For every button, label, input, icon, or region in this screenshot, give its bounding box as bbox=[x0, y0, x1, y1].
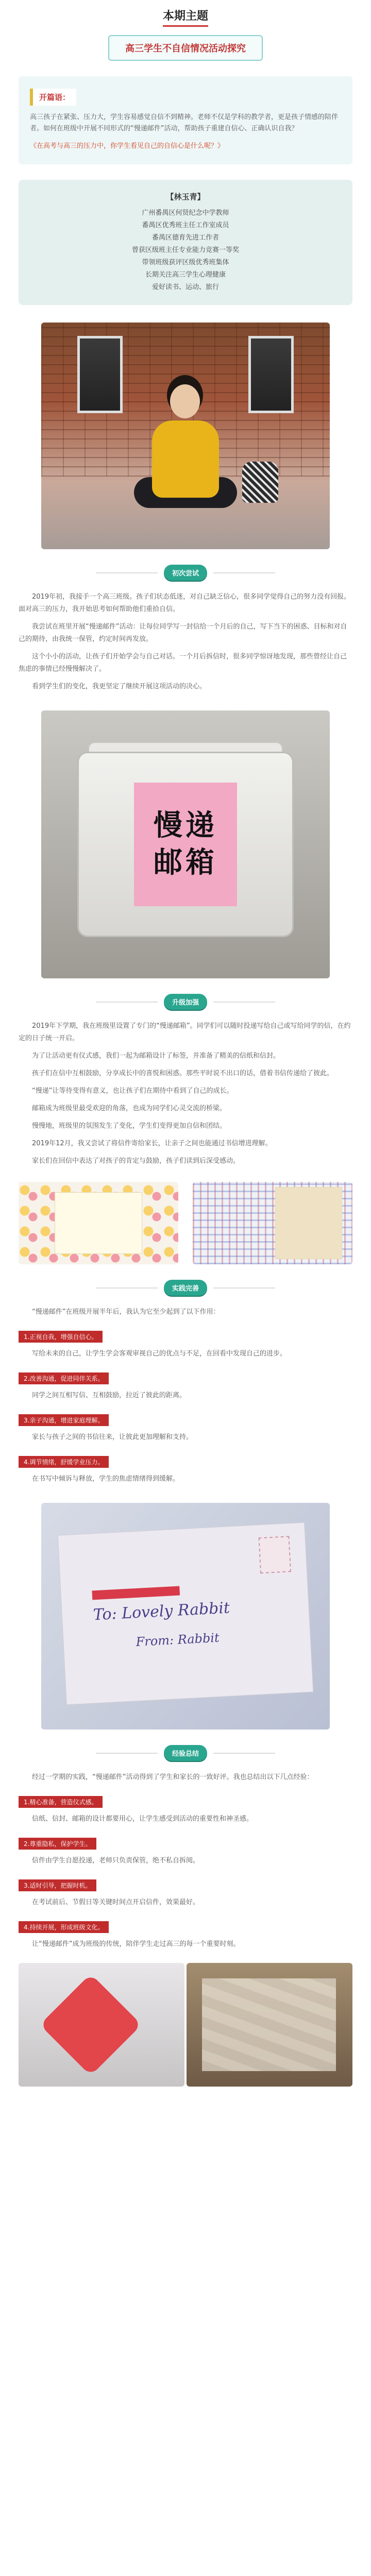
topic-box bbox=[108, 35, 263, 61]
divider bbox=[213, 1002, 275, 1003]
paragraph: 信件由学生自愿投递，老师只负责保管，绝不私自拆阅。 bbox=[32, 1857, 200, 1865]
person-head bbox=[170, 384, 200, 418]
section-label: 经验总结 bbox=[164, 1745, 207, 1761]
highlight-heading: 4.持续开展，形成班级文化。 bbox=[19, 1921, 109, 1933]
backpack bbox=[242, 462, 278, 503]
divider bbox=[213, 572, 275, 573]
kraft-envelope bbox=[275, 1187, 342, 1259]
teacher-line: 广州番禺区何贤纪念中学教师 bbox=[142, 209, 229, 217]
page-title: 本期主题 bbox=[163, 7, 208, 27]
intro-question: 《在高考与高三的压力中，你学生看见自己的自信心是什么呢？》 bbox=[30, 142, 225, 150]
divider bbox=[213, 1287, 275, 1289]
paragraph: 邮箱成为班级里最受欢迎的角落，也成为同学们心灵交流的桥梁。 bbox=[32, 1105, 227, 1112]
notes-photo bbox=[187, 1963, 352, 2087]
mailbox-label bbox=[134, 783, 237, 906]
paragraph: 2019年下学期，我在班级里设置了专门的“慢递邮箱”。同学们可以随时投递写给自己或写给同学的信，在约定的日子统一开启。 bbox=[19, 1022, 351, 1042]
paragraph: 同学之间互相写信、互相鼓励，拉近了彼此的距离。 bbox=[32, 1392, 187, 1399]
teacher-photo bbox=[41, 323, 330, 549]
envelope-card-photo bbox=[193, 1182, 352, 1264]
paragraph: 为了让活动更有仪式感，我们一起为邮箱设计了标签，并准备了精美的信纸和信封。 bbox=[32, 1052, 280, 1060]
heart-shape bbox=[40, 1974, 142, 2076]
paragraph: 家长与孩子之间的书信往来，让彼此更加理解和支持。 bbox=[32, 1433, 193, 1441]
highlight-heading: 1.正视自我，增强自信心。 bbox=[19, 1331, 103, 1343]
paragraph: “慢递邮件”在班级开展半年后，我认为它至少起到了以下作用： bbox=[32, 1308, 220, 1316]
paragraph: 信纸、信封、邮箱的设计都要用心，让学生感受到活动的重要性和神圣感。 bbox=[32, 1815, 254, 1823]
section-label: 升级加强 bbox=[164, 994, 207, 1010]
note-paper bbox=[55, 1192, 142, 1254]
highlight-heading: 1.精心准备，营造仪式感。 bbox=[19, 1796, 103, 1808]
section1-body bbox=[19, 591, 352, 693]
divider bbox=[213, 1753, 275, 1754]
label-line: 慢递 bbox=[154, 809, 217, 842]
divider bbox=[96, 1002, 158, 1003]
mailbox-photo bbox=[41, 710, 330, 978]
window-right bbox=[248, 336, 294, 413]
highlight-heading: 3.亲子沟通，增进家庭理解。 bbox=[19, 1414, 109, 1426]
section-label: 实践完善 bbox=[164, 1280, 207, 1296]
header bbox=[19, 0, 352, 61]
teacher-line: 番禺区优秀班主任工作室成员 bbox=[142, 222, 229, 229]
section-header-3 bbox=[19, 1280, 352, 1296]
bottom-photos bbox=[19, 1963, 352, 2087]
section3-body bbox=[19, 1306, 352, 1485]
heart-letter-photo bbox=[19, 1963, 184, 2087]
paragraph: “慢递”让等待变得有意义，也让孩子们在期待中看到了自己的成长。 bbox=[32, 1087, 233, 1095]
red-label bbox=[92, 1586, 180, 1600]
envelope-from: From: Rabbit bbox=[136, 1630, 220, 1650]
paragraph: 看到学生们的变化，我更坚定了继续开展这项活动的决心。 bbox=[32, 683, 207, 690]
paragraph: 写给未来的自己，让学生学会客观审视自己的优点与不足，在回看中发现自己的进步。 bbox=[32, 1350, 287, 1358]
section-header-4 bbox=[19, 1745, 352, 1761]
paragraph: 孩子们在信中互相鼓励，分享成长中的喜悦和困惑。那些平时说不出口的话，借着书信传递给了彼此。 bbox=[32, 1070, 334, 1077]
paragraph: 让“慢递邮件”成为班级的传统，陪伴学生走过高三的每一个重要时刻。 bbox=[32, 1940, 240, 1948]
divider bbox=[96, 572, 158, 573]
paragraph: 这个小小的活动，让孩子们开始学会与自己对话。一个月后拆信时，很多同学惊讶地发现，那些曾经让自己焦虑的事情已经慢慢解决了。 bbox=[19, 653, 347, 673]
intro-panel bbox=[19, 76, 352, 164]
intro-tag: 开篇语： bbox=[30, 89, 76, 106]
intro-paragraph: 高三孩子在紧张、压力大，学生容易感觉自信不到精神。老师不仅是学科的教学者，更是孩子情感的陪伴者。如何在班级中开展不同形式的“慢递邮件”活动，帮助孩子重建自信心、正确认识自我？ bbox=[30, 113, 339, 132]
divider bbox=[96, 1753, 158, 1754]
divider bbox=[96, 1287, 158, 1289]
highlight-heading: 2.尊重隐私，保护学生。 bbox=[19, 1838, 96, 1850]
teacher-line: 长期关注高三学生心理健康 bbox=[145, 271, 226, 279]
section2-body bbox=[19, 1020, 352, 1167]
label-line: 邮箱 bbox=[154, 846, 217, 879]
paragraph: 2019年初，我接手一个高三班级。孩子们状态低迷，对自己缺乏信心，很多同学觉得自己的努力没有回报。面对高三的压力，我开始思考如何帮助他们重拾自信。 bbox=[19, 593, 351, 613]
paragraph: 家长们在回信中表达了对孩子的肯定与鼓励，孩子们读到后深受感动。 bbox=[32, 1157, 240, 1165]
stamp-box bbox=[258, 1536, 291, 1573]
teacher-line: 曾获区级班主任专业能力竞赛一等奖 bbox=[131, 246, 239, 254]
section4-body bbox=[19, 1771, 352, 1951]
teacher-line: 番禺区德育先进工作者 bbox=[151, 234, 219, 242]
section-label: 初次尝试 bbox=[164, 565, 207, 581]
person-body bbox=[152, 420, 219, 498]
highlight-heading: 2.改善沟通，促进同伴关系。 bbox=[19, 1372, 109, 1384]
section-header-1 bbox=[19, 565, 352, 581]
notes-pile bbox=[202, 1978, 336, 2071]
teacher-heading: 【林玉青】 bbox=[166, 192, 205, 201]
envelope-to: To: Lovely Rabbit bbox=[92, 1599, 230, 1624]
highlight-heading: 4.调节情绪，舒缓学业压力。 bbox=[19, 1456, 109, 1468]
topic-title: 高三学生不自信情况活动探究 bbox=[125, 43, 246, 54]
paragraph: 我尝试在班里开展“慢递邮件”活动：让每位同学写一封信给一个月后的自己，写下当下的困惑、目标和对自己的期待，由我统一保管，约定时间再发放。 bbox=[19, 623, 347, 643]
highlight-heading: 3.适时引导，把握时机。 bbox=[19, 1879, 96, 1891]
card-photos bbox=[19, 1182, 352, 1264]
letter-card-photo bbox=[19, 1182, 178, 1264]
teacher-line: 带领班级获评区级优秀班集体 bbox=[142, 259, 229, 266]
paragraph: 在书写中倾诉与释放，学生的焦虑情绪得到缓解。 bbox=[32, 1475, 180, 1483]
paragraph: 2019年12月，我又尝试了将信件寄给家长，让亲子之间也能通过书信增进理解。 bbox=[32, 1140, 272, 1147]
envelope bbox=[58, 1522, 314, 1705]
section-header-2 bbox=[19, 994, 352, 1010]
paragraph: 在考试前后、节假日等关键时间点开启信件，效果最好。 bbox=[32, 1899, 200, 1906]
teacher-line: 爱好读书、运动、旅行 bbox=[151, 283, 219, 291]
teacher-card bbox=[19, 180, 352, 305]
envelope-photo bbox=[41, 1503, 330, 1730]
window-left bbox=[77, 336, 123, 413]
paragraph: 慢慢地，班级里的氛围发生了变化，学生们变得更加自信和团结。 bbox=[32, 1122, 227, 1130]
paragraph: 经过一学期的实践，“慢递邮件”活动得到了学生和家长的一致好评。我也总结出以下几点经验： bbox=[32, 1773, 314, 1781]
